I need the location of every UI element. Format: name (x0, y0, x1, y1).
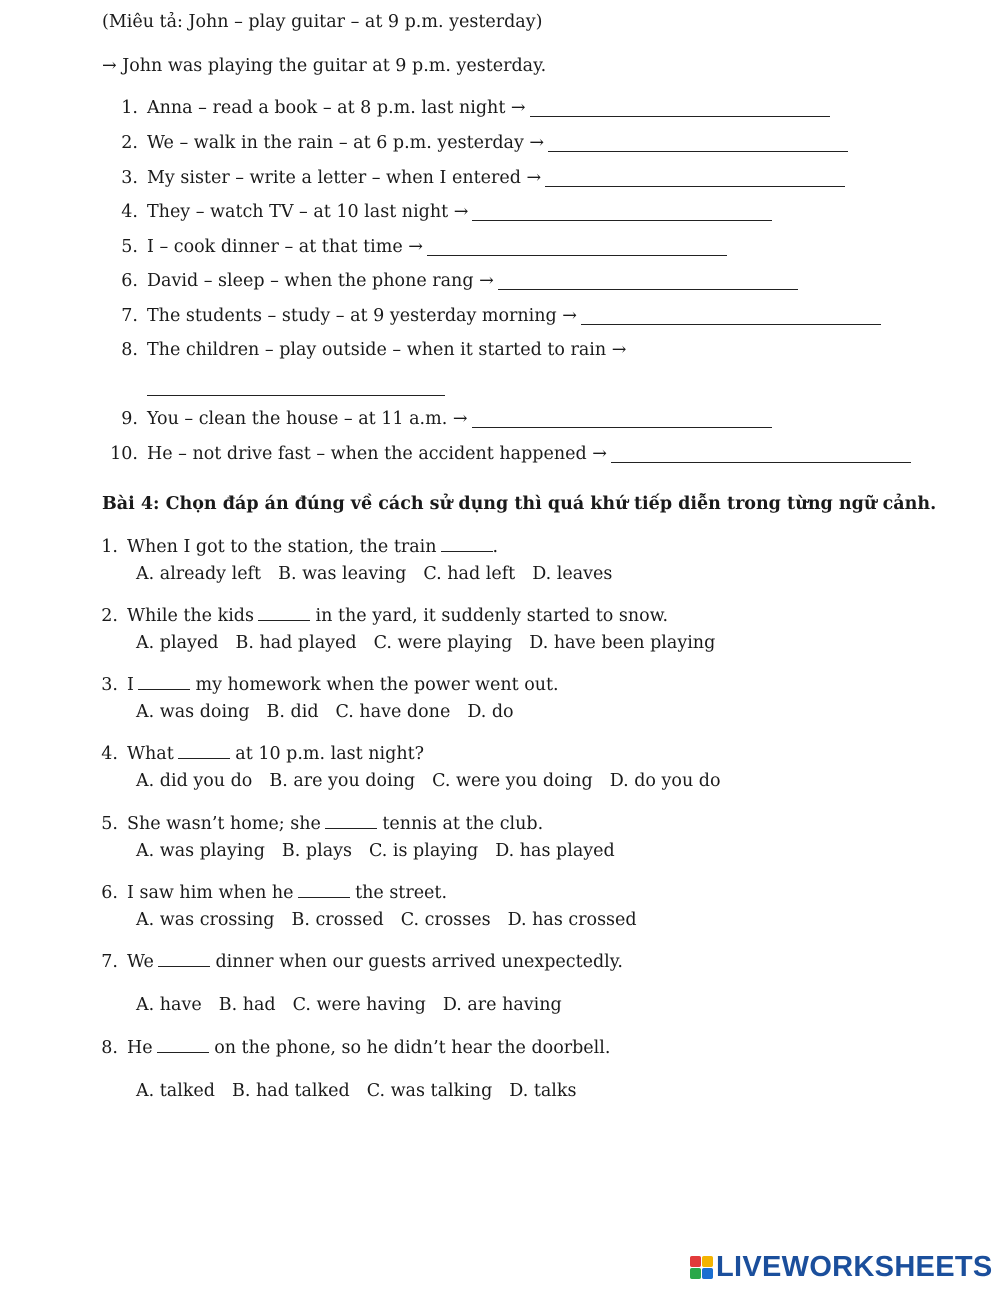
question-text-after: my homework when the power went out. (189, 675, 559, 695)
answer-option[interactable]: C. have done (335, 702, 451, 722)
exercise-3-item (110, 271, 798, 291)
answer-option[interactable]: D. talks (509, 1081, 577, 1101)
question-text-before: While the kids (127, 606, 254, 626)
question-blank (157, 1038, 209, 1053)
answer-option[interactable]: D. has played (495, 841, 615, 861)
question-number: 1. (101, 537, 118, 557)
answer-input[interactable] (581, 308, 881, 325)
exercise-3-item (110, 340, 626, 360)
answer-option[interactable]: A. was playing (136, 841, 265, 861)
question-text-before: I saw him when he (127, 883, 294, 903)
question-blank (138, 675, 190, 690)
item-prompt: The children – play outside – when it started to rain → (147, 340, 627, 360)
answer-input[interactable] (530, 100, 830, 117)
answer-option[interactable]: B. did (266, 702, 319, 722)
answer-option[interactable]: C. is playing (369, 841, 479, 861)
item-prompt: David – sleep – when the phone rang → (147, 271, 494, 291)
exercise-3-item (110, 444, 911, 464)
item-number: 5. (121, 237, 138, 257)
answer-input[interactable] (548, 135, 848, 152)
answer-options (136, 995, 579, 1015)
logo-badge-icon (690, 1256, 713, 1279)
question-number: 8. (101, 1038, 118, 1058)
question (98, 952, 623, 972)
answer-option[interactable]: C. were playing (373, 633, 513, 653)
answer-option[interactable]: B. was leaving (278, 564, 407, 584)
answer-input[interactable] (472, 204, 772, 221)
answer-option[interactable]: D. are having (442, 995, 562, 1015)
item-number: 7. (121, 306, 138, 326)
answer-input[interactable] (427, 239, 727, 256)
answer-options (136, 1081, 593, 1101)
question-number: 6. (101, 883, 118, 903)
answer-option[interactable]: D. has crossed (507, 910, 637, 930)
answer-option[interactable]: B. had talked (232, 1081, 350, 1101)
question-text-before: What (127, 744, 174, 764)
answer-option[interactable]: B. plays (281, 841, 353, 861)
exercise-3-item (110, 98, 830, 118)
question (98, 606, 668, 626)
answer-input[interactable] (147, 379, 445, 396)
logo-text: LIVEWORKSHEETS (716, 1250, 993, 1283)
answer-option[interactable]: D. do (467, 702, 514, 722)
question-text-before: He (127, 1038, 153, 1058)
question-number: 7. (101, 952, 118, 972)
item-prompt: He – not drive fast – when the accident happened → (147, 444, 607, 464)
item-prompt: Anna – read a book – at 8 p.m. last night → (147, 98, 526, 118)
answer-option[interactable]: B. crossed (291, 910, 384, 930)
answer-option[interactable]: C. were having (292, 995, 426, 1015)
question (98, 883, 447, 903)
answer-option[interactable]: A. talked (136, 1081, 215, 1101)
question-number: 5. (101, 814, 118, 834)
answer-option[interactable]: A. was doing (136, 702, 250, 722)
item-prompt: The students – study – at 9 yesterday morning → (147, 306, 577, 326)
answer-options (136, 564, 629, 584)
question-text-after: dinner when our guests arrived unexpectedly. (209, 952, 623, 972)
item-prompt: We – walk in the rain – at 6 p.m. yesterday → (147, 133, 545, 153)
question-blank (258, 606, 310, 621)
question-text-after: on the phone, so he didn’t hear the doorbell. (208, 1038, 611, 1058)
question (98, 814, 543, 834)
question-blank (441, 537, 493, 552)
answer-option[interactable]: A. was crossing (136, 910, 275, 930)
example-description: (Miêu tả: John – play guitar – at 9 p.m. yesterday) (102, 12, 543, 32)
answer-option[interactable]: A. already left (136, 564, 262, 584)
answer-input[interactable] (545, 170, 845, 187)
question (98, 537, 498, 557)
answer-option[interactable]: C. had left (423, 564, 516, 584)
exercise-3-item (110, 409, 772, 429)
item-number: 10. (110, 444, 138, 464)
item-number: 9. (121, 409, 138, 429)
item-number: 2. (121, 133, 138, 153)
question-text-before: When I got to the station, the train (127, 537, 437, 557)
item-number: 4. (121, 202, 138, 222)
answer-option[interactable]: A. have (136, 995, 202, 1015)
exercise-3-item (110, 202, 772, 222)
answer-options (136, 841, 632, 861)
item-number: 6. (121, 271, 138, 291)
answer-options (136, 633, 732, 653)
question-blank (178, 744, 230, 759)
question (98, 1038, 610, 1058)
exercise-3-item (110, 237, 727, 257)
item-number: 1. (121, 98, 138, 118)
answer-options (136, 910, 654, 930)
answer-option[interactable]: B. had played (235, 633, 357, 653)
exercise-3-item (110, 133, 848, 153)
liveworksheets-logo (690, 1252, 993, 1282)
question-blank (298, 883, 350, 898)
question-text-after: the street. (349, 883, 448, 903)
answer-option[interactable]: C. were you doing (432, 771, 593, 791)
item-prompt: You – clean the house – at 11 a.m. → (147, 409, 468, 429)
example-answer: → John was playing the guitar at 9 p.m. yesterday. (102, 56, 547, 76)
answer-input[interactable] (611, 446, 911, 463)
exercise-4-heading: Bài 4: Chọn đáp án đúng về cách sử dụng thì quá khứ tiếp diễn trong từng ngữ cảnh. (102, 494, 937, 514)
question-text-after: in the yard, it suddenly started to snow. (309, 606, 669, 626)
item-number: 8. (121, 340, 138, 360)
question (98, 744, 424, 764)
question-text-after: tennis at the club. (376, 814, 544, 834)
exercise-3-item (110, 306, 881, 326)
answer-option[interactable]: D. do you do (609, 771, 721, 791)
exercise-3-item (110, 168, 845, 188)
answer-option[interactable]: C. crosses (400, 910, 491, 930)
answer-option[interactable]: B. had (218, 995, 276, 1015)
answer-input[interactable] (472, 411, 772, 428)
exercise-3-item-continuation (147, 377, 445, 397)
answer-option[interactable]: A. played (136, 633, 219, 653)
question-blank (158, 952, 210, 967)
question-text-after: . (492, 537, 499, 557)
answer-option[interactable]: D. leaves (532, 564, 613, 584)
question-number: 3. (101, 675, 118, 695)
answer-options (136, 771, 738, 791)
answer-options (136, 702, 531, 722)
question-number: 4. (101, 744, 118, 764)
answer-option[interactable]: D. have been playing (529, 633, 716, 653)
item-prompt: They – watch TV – at 10 last night → (147, 202, 469, 222)
item-number: 3. (121, 168, 138, 188)
item-prompt: I – cook dinner – at that time → (147, 237, 423, 257)
answer-option[interactable]: B. are you doing (269, 771, 416, 791)
question-blank (325, 814, 377, 829)
question-text-before: I (127, 675, 134, 695)
question-text-before: She wasn’t home; she (127, 814, 321, 834)
answer-option[interactable]: C. was talking (366, 1081, 493, 1101)
question-number: 2. (101, 606, 118, 626)
question-text-after: at 10 p.m. last night? (229, 744, 425, 764)
answer-input[interactable] (498, 273, 798, 290)
question (98, 675, 559, 695)
question-text-before: We (127, 952, 154, 972)
answer-option[interactable]: A. did you do (136, 771, 253, 791)
item-prompt: My sister – write a letter – when I entered → (147, 168, 542, 188)
